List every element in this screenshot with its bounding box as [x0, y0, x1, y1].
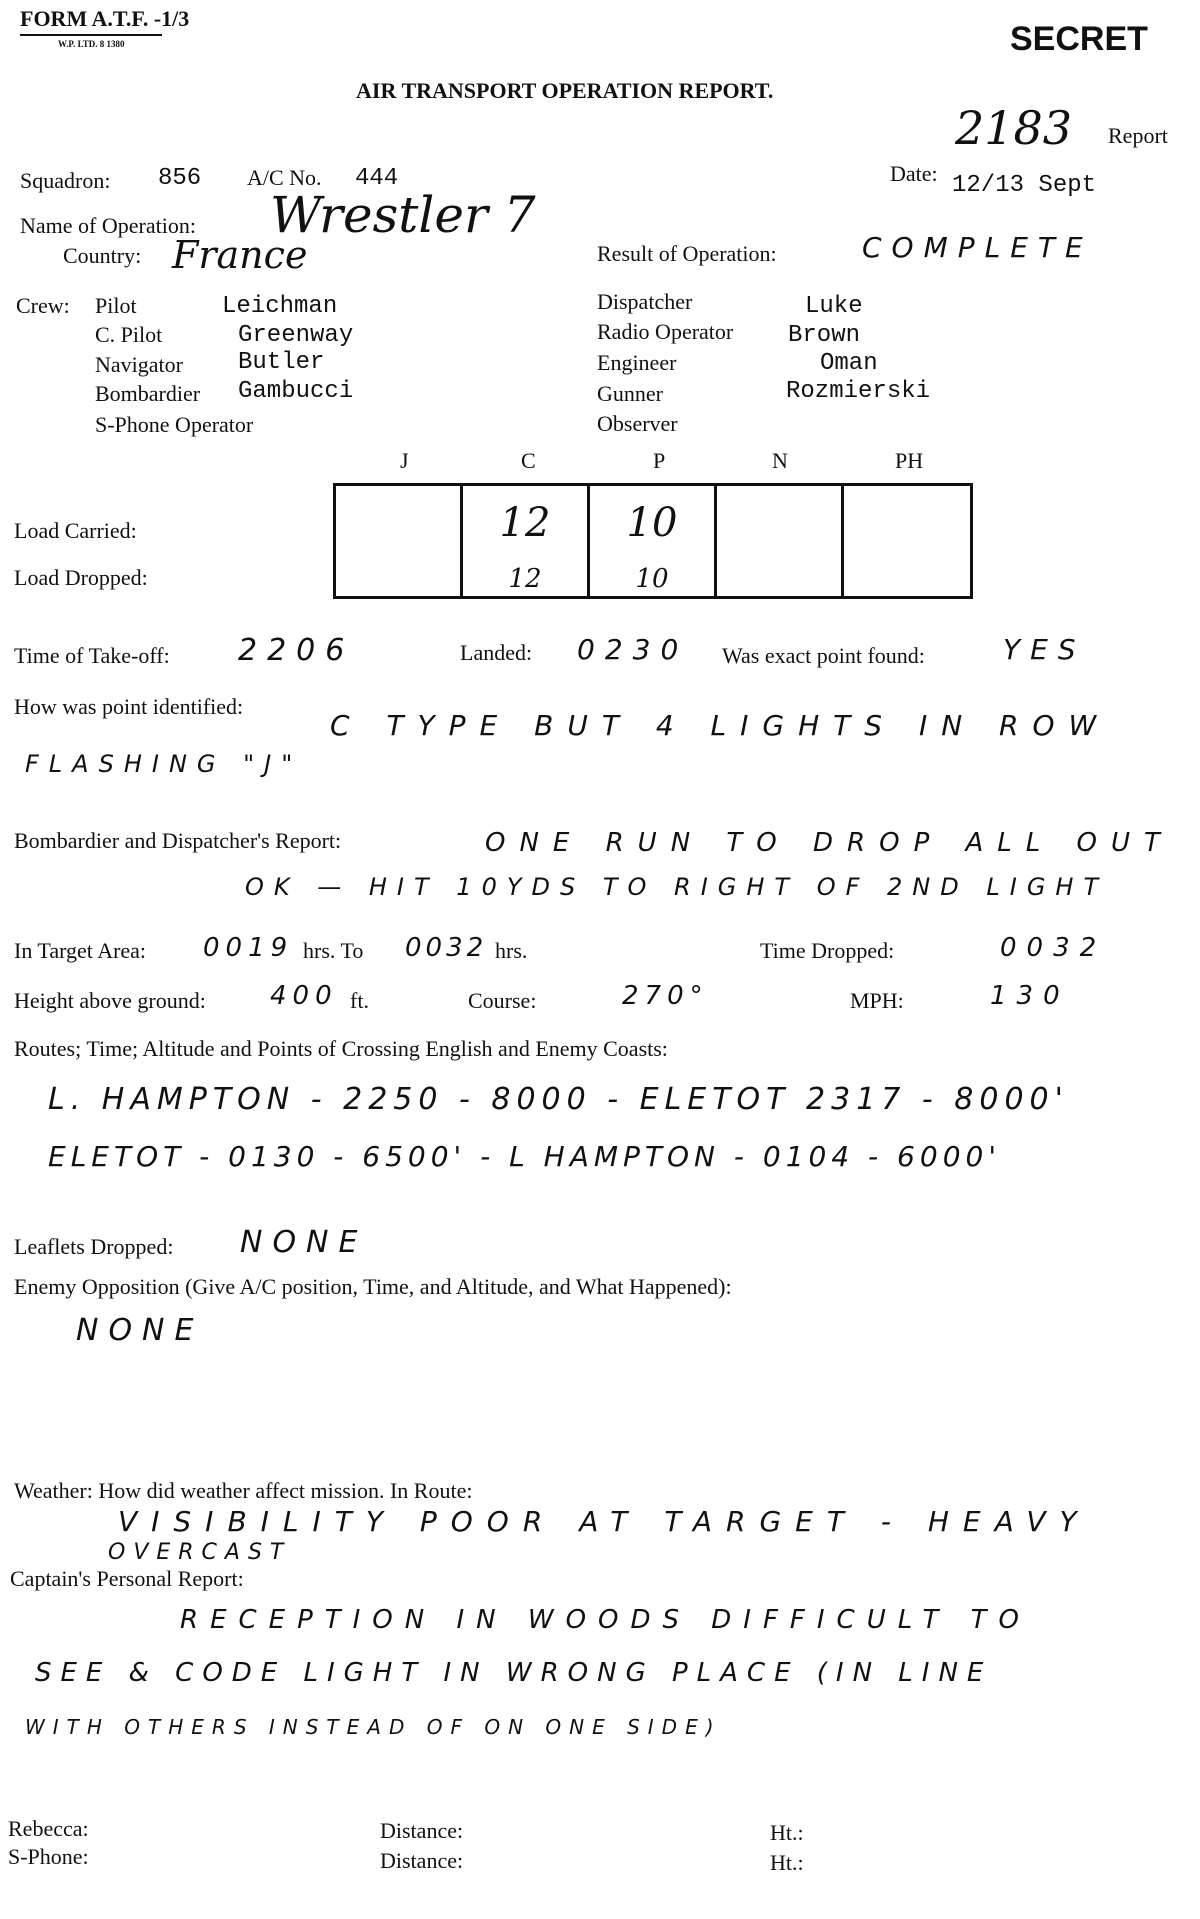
captain-report-line2: SEE & CODE LIGHT IN WRONG PLACE (IN LINE: [35, 1658, 993, 1688]
squadron-value: 856: [158, 165, 202, 192]
load-col-c: C: [521, 448, 536, 473]
exact-point-label: Was exact point found:: [722, 643, 925, 668]
mph-value: 130: [990, 981, 1070, 1011]
target-area-hrs-to: hrs. To: [303, 938, 364, 963]
load-carried-label: Load Carried:: [14, 518, 137, 543]
crew-name-radio: Brown: [788, 322, 861, 349]
height-label: Height above ground:: [14, 988, 206, 1013]
rebecca-ht-label: Ht.:: [770, 1820, 804, 1845]
exact-point-value: YES: [1003, 633, 1086, 666]
load-dropped-p: 10: [635, 564, 669, 594]
target-area-to: 0032: [405, 933, 488, 963]
leaflets-label: Leaflets Dropped:: [14, 1234, 174, 1259]
mph-label: MPH:: [850, 988, 904, 1013]
load-dropped-c: 12: [508, 564, 542, 594]
opposition-value: NONE: [76, 1313, 204, 1348]
weather-label: Weather: How did weather affect mission. In Route:: [14, 1478, 473, 1503]
routes-label: Routes; Time; Altitude and Points of Crossing English and Enemy Coasts:: [14, 1036, 668, 1061]
squadron-label: Squadron:: [20, 168, 111, 193]
target-area-hrs: hrs.: [495, 938, 528, 963]
landed-label: Landed:: [460, 640, 533, 665]
result-label: Result of Operation:: [597, 241, 777, 266]
load-cell-c: [462, 485, 589, 598]
bombardier-report-line2: OK — HIT 10YDS TO RIGHT OF 2ND LIGHT: [245, 873, 1109, 901]
load-col-ph: PH: [895, 448, 924, 473]
crew-role-gunner: Gunner: [597, 381, 663, 406]
operation-value: Wrestler 7: [270, 186, 536, 244]
load-table: [333, 483, 973, 599]
sphone-ht-label: Ht.:: [770, 1850, 804, 1875]
result-value: COMPLETE: [862, 231, 1093, 264]
load-col-p: P: [653, 448, 666, 473]
height-value: 400: [270, 981, 338, 1011]
crew-role-copilot: C. Pilot: [95, 322, 163, 347]
captain-report-line3: WITH OTHERS INSTEAD OF ON ONE SIDE): [25, 1715, 722, 1739]
target-area-label: In Target Area:: [14, 938, 147, 963]
report-number: 2183: [955, 101, 1073, 155]
bombardier-report-label: Bombardier and Dispatcher's Report:: [14, 828, 342, 853]
load-col-j: J: [400, 448, 409, 473]
form-title: AIR TRANSPORT OPERATION REPORT.: [356, 78, 774, 103]
country-label: Country:: [63, 243, 142, 268]
crew-name-navigator: Butler: [238, 349, 325, 376]
rebecca-distance-label: Distance:: [380, 1818, 464, 1843]
crew-name-engineer: Oman: [820, 350, 878, 377]
takeoff-value: 2206: [238, 633, 355, 668]
crew-role-observer: Observer: [597, 411, 678, 436]
ac-value: 444: [355, 165, 399, 192]
captain-report-label: Captain's Personal Report:: [10, 1566, 244, 1591]
report-label: Report: [1108, 123, 1168, 148]
classification-label: SECRET: [1010, 20, 1148, 58]
crew-label: Crew:: [16, 293, 70, 318]
crew-role-sphone: S-Phone Operator: [95, 412, 254, 437]
crew-role-bombardier: Bombardier: [95, 381, 201, 406]
identified-line1: C TYPE BUT 4 LIGHTS IN ROW: [330, 709, 1111, 742]
sphone-label: S-Phone:: [8, 1844, 89, 1869]
crew-name-bombardier: Gambucci: [238, 378, 354, 405]
sphone-distance-label: Distance:: [380, 1848, 464, 1873]
load-dropped-label: Load Dropped:: [14, 565, 148, 590]
course-label: Course:: [468, 988, 537, 1013]
target-area-from: 0019: [203, 933, 294, 963]
country-value: France: [172, 233, 308, 277]
routes-line1: L. HAMPTON - 2250 - 8000 - ELETOT 2317 - 8000': [48, 1082, 1069, 1117]
form-id-underline: [20, 34, 162, 36]
load-col-n: N: [772, 448, 788, 473]
load-cell-ph: [843, 485, 972, 598]
crew-role-dispatcher: Dispatcher: [597, 289, 693, 314]
load-cell-p: [589, 485, 716, 598]
crew-name-gunner: Rozmierski: [786, 378, 931, 405]
crew-name-pilot: Leichman: [222, 293, 338, 320]
captain-report-line1: RECEPTION IN WOODS DIFFICULT TO: [180, 1605, 1031, 1635]
time-dropped-label: Time Dropped:: [760, 938, 895, 963]
date-label: Date:: [890, 161, 938, 186]
load-cell-j: [335, 485, 462, 598]
load-carried-c: 12: [499, 500, 551, 546]
crew-role-radio: Radio Operator: [597, 319, 734, 344]
landed-value: 0230: [577, 633, 689, 666]
course-value: 270°: [622, 981, 709, 1011]
rebecca-label: Rebecca:: [8, 1816, 89, 1841]
crew-name-dispatcher: Luke: [805, 293, 863, 320]
printer-code: W.P. LTD. 8 1380: [58, 39, 125, 49]
weather-line2: OVERCAST: [108, 1540, 292, 1565]
identified-line2: FLASHING "J": [25, 750, 303, 778]
leaflets-value: NONE: [240, 1225, 368, 1260]
load-carried-p: 10: [626, 500, 678, 546]
weather-line1: VISIBILITY POOR AT TARGET - HEAVY: [118, 1505, 1091, 1538]
operation-label: Name of Operation:: [20, 213, 196, 238]
takeoff-label: Time of Take-off:: [14, 643, 170, 668]
ac-label: A/C No.: [247, 165, 322, 190]
crew-role-navigator: Navigator: [95, 352, 183, 377]
date-value: 12/13 Sept: [952, 172, 1097, 199]
time-dropped-value: 0032: [1000, 933, 1107, 963]
load-cell-n: [716, 485, 843, 598]
crew-name-copilot: Greenway: [238, 322, 354, 349]
crew-role-pilot: Pilot: [95, 293, 137, 318]
opposition-label: Enemy Opposition (Give A/C position, Time, and Altitude, and What Happened):: [14, 1274, 732, 1299]
identified-label: How was point identified:: [14, 694, 244, 719]
bombardier-report-line1: ONE RUN TO DROP ALL OUT: [485, 828, 1174, 858]
height-unit: ft.: [350, 988, 369, 1013]
crew-role-engineer: Engineer: [597, 350, 677, 375]
routes-line2: ELETOT - 0130 - 6500' - L HAMPTON - 0104 - 6000': [48, 1140, 1002, 1173]
form-id: FORM A.T.F. -1/3: [20, 6, 190, 31]
